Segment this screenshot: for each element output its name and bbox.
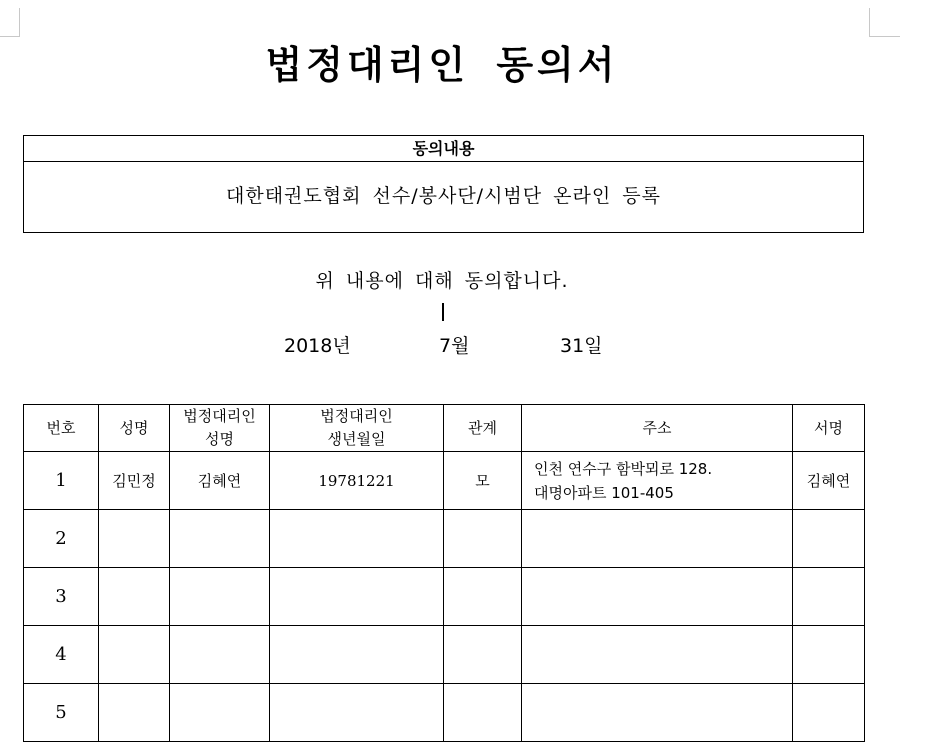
cell-relation[interactable]: 모 bbox=[444, 452, 522, 510]
cell-relation[interactable] bbox=[444, 510, 522, 568]
header-name[interactable]: 성명 bbox=[99, 405, 170, 452]
consent-text[interactable]: 대한태권도협회 선수/봉사단/시범단 온라인 등록 bbox=[225, 185, 661, 207]
cell-relation[interactable] bbox=[444, 684, 522, 742]
table-header-row bbox=[24, 405, 865, 452]
cell-guardian-name[interactable]: 김혜연 bbox=[170, 452, 270, 510]
cell-name[interactable] bbox=[99, 568, 170, 626]
agree-statement[interactable]: 위 내용에 대해 동의합니다. bbox=[315, 270, 569, 292]
header-address[interactable]: 주소 bbox=[522, 405, 793, 452]
cell-number[interactable]: 4 bbox=[24, 626, 99, 684]
consent-box bbox=[23, 135, 864, 233]
document-title[interactable]: 법정대리인 동의서 bbox=[265, 43, 619, 87]
cell-address[interactable] bbox=[522, 626, 793, 684]
cell-name[interactable] bbox=[99, 684, 170, 742]
cell-address[interactable] bbox=[522, 684, 793, 742]
header-number[interactable]: 번호 bbox=[24, 405, 99, 452]
cell-number[interactable]: 2 bbox=[24, 510, 99, 568]
table-row bbox=[24, 684, 865, 742]
cell-name[interactable]: 김민정 bbox=[99, 452, 170, 510]
cell-guardian-birth[interactable] bbox=[270, 510, 444, 568]
cell-address[interactable] bbox=[522, 568, 793, 626]
cell-number[interactable]: 3 bbox=[24, 568, 99, 626]
cell-signature[interactable] bbox=[793, 568, 865, 626]
date-day[interactable]: 31일 bbox=[560, 335, 603, 357]
cell-guardian-name[interactable] bbox=[170, 684, 270, 742]
page-corner-mark-right bbox=[869, 8, 900, 37]
cell-name[interactable] bbox=[99, 626, 170, 684]
cell-signature[interactable] bbox=[793, 510, 865, 568]
cell-signature[interactable] bbox=[793, 626, 865, 684]
cell-number[interactable]: 1 bbox=[24, 452, 99, 510]
date-month[interactable]: 7월 bbox=[439, 335, 470, 357]
table-row bbox=[24, 510, 865, 568]
cell-guardian-name[interactable] bbox=[170, 626, 270, 684]
cell-relation[interactable] bbox=[444, 568, 522, 626]
cell-signature[interactable]: 김혜연 bbox=[793, 452, 865, 510]
table-row bbox=[24, 452, 865, 510]
cell-address[interactable] bbox=[522, 510, 793, 568]
cell-name[interactable] bbox=[99, 510, 170, 568]
header-guardian-name[interactable]: 법정대리인 성명 bbox=[170, 405, 270, 452]
cell-signature[interactable] bbox=[793, 684, 865, 742]
cell-number[interactable]: 5 bbox=[24, 684, 99, 742]
guardian-table bbox=[23, 404, 865, 742]
cell-guardian-name[interactable] bbox=[170, 510, 270, 568]
text-cursor bbox=[442, 303, 444, 321]
cell-address[interactable]: 인천 연수구 함박뫼로 128. 대명아파트 101-405 bbox=[522, 452, 793, 510]
cell-relation[interactable] bbox=[444, 626, 522, 684]
table-row bbox=[24, 626, 865, 684]
cell-guardian-birth[interactable] bbox=[270, 568, 444, 626]
header-relation[interactable]: 관계 bbox=[444, 405, 522, 452]
cell-guardian-name[interactable] bbox=[170, 568, 270, 626]
consent-header[interactable]: 동의내용 bbox=[24, 136, 863, 162]
header-guardian-birth[interactable]: 법정대리인 생년월일 bbox=[270, 405, 444, 452]
table-row bbox=[24, 568, 865, 626]
cell-guardian-birth[interactable]: 19781221 bbox=[270, 452, 444, 510]
header-signature[interactable]: 서명 bbox=[793, 405, 865, 452]
cell-guardian-birth[interactable] bbox=[270, 684, 444, 742]
date-year[interactable]: 2018년 bbox=[284, 335, 351, 357]
cell-guardian-birth[interactable] bbox=[270, 626, 444, 684]
page-corner-mark-left bbox=[0, 8, 20, 37]
